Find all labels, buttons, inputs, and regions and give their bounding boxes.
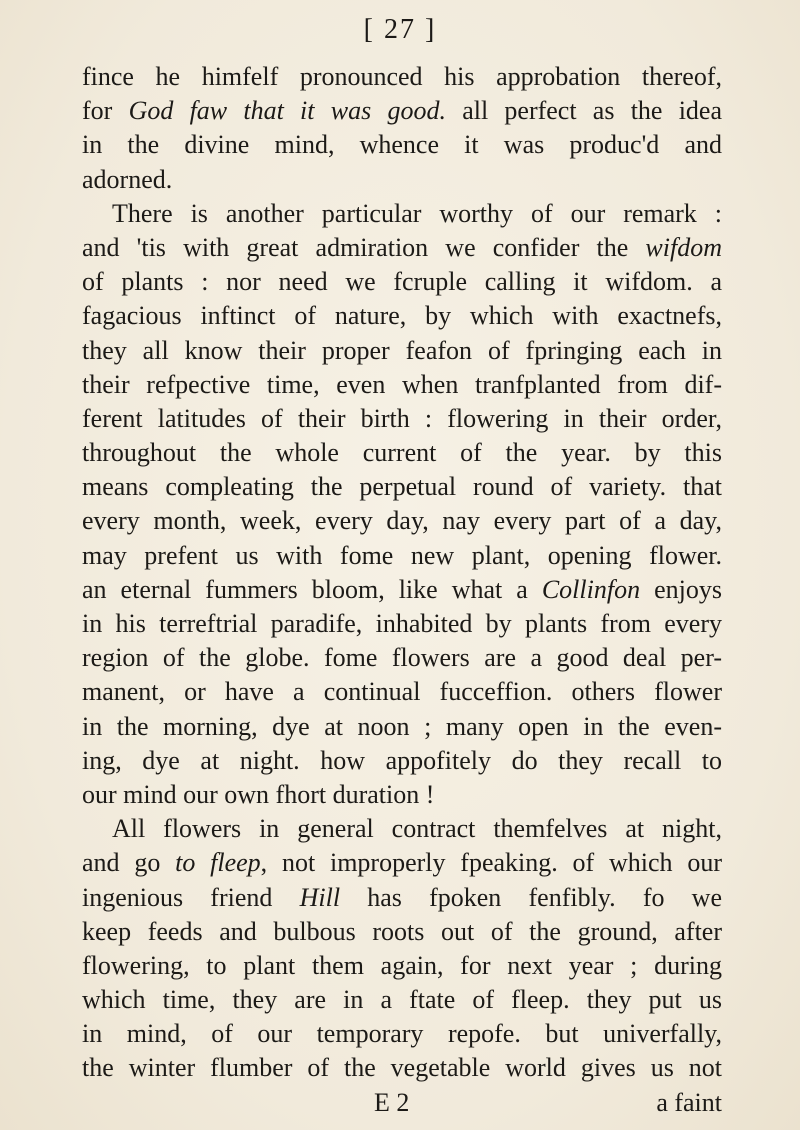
text-run: ferent latitudes of their birth : flowering in their order, — [82, 403, 722, 433]
text-run: every month, week, every day, nay every part of a day, — [82, 506, 722, 536]
text-run: keep feeds and bulbous roots out of the ground, after — [82, 916, 722, 946]
text-run: , not improperly fpeaking. of which our — [260, 848, 722, 878]
text-run: and 'tis with great admiration we confider the — [82, 232, 646, 262]
text-line — [82, 778, 722, 812]
text-line — [82, 641, 722, 675]
text-run: in the morning, dye at noon ; many open in the even- — [82, 711, 722, 741]
text-run: they all know their proper feafon of fpringing each in — [82, 335, 722, 365]
text-line — [82, 470, 722, 504]
text-line — [82, 94, 722, 128]
text-run: has fpoken fenfibly. fo we — [340, 882, 722, 912]
page-number: [ 27 ] — [363, 14, 437, 45]
italic-text: Hill — [299, 882, 341, 912]
text-run: enjoys — [640, 574, 722, 604]
text-run: All flowers in general contract themfelves at night, — [112, 814, 722, 844]
text-line — [82, 197, 722, 231]
text-run: for — [82, 96, 129, 126]
italic-text: wifdom — [645, 232, 722, 262]
text-line — [82, 949, 722, 983]
text-line — [82, 539, 722, 573]
text-run: in mind, of our temporary repofe. but univerfally, — [82, 1019, 722, 1049]
text-run: region of the globe. fome flowers are a good deal per- — [82, 643, 722, 673]
text-run: ingenious friend — [82, 882, 300, 912]
text-run: an eternal fummers bloom, like what a — [82, 574, 542, 604]
text-line — [82, 402, 722, 436]
text-run: fince he himfelf pronounced his approbation thereof, — [82, 62, 722, 91]
text-line — [82, 573, 722, 607]
text-line — [82, 1051, 722, 1085]
text-run: in his terreftrial paradife, inhabited by plants from every — [82, 609, 722, 638]
text-run: flowering, to plant them again, for next year ; during — [82, 950, 722, 980]
text-line — [82, 265, 722, 299]
text-run: means compleating the perpetual round of variety. that — [82, 472, 722, 502]
italic-text: Collinfon — [541, 574, 641, 604]
footer — [82, 1086, 722, 1120]
text-run: adorned. — [82, 164, 173, 194]
text-run: throughout the whole current of the year. by this — [82, 438, 722, 468]
text-run: all perfect as the idea — [445, 96, 723, 126]
italic-text: to fleep — [175, 848, 261, 878]
text-line — [82, 675, 722, 709]
text-run: manent, or have a continual fucceffion. others flower — [82, 677, 722, 707]
text-line — [82, 881, 722, 915]
text-line — [82, 436, 722, 470]
text-run: ing, dye at night. how appofitely do they recall to — [82, 745, 722, 775]
catchword: a faint — [656, 1087, 722, 1117]
text-run: our mind our own fhort duration ! — [82, 779, 435, 809]
text-line — [82, 163, 722, 197]
text-line — [82, 128, 722, 162]
text-run: There is another particular worthy of our remark : — [112, 198, 722, 228]
text-run: their refpective time, even when tranfplanted from dif- — [82, 369, 722, 399]
text-line — [82, 812, 722, 846]
text-line — [82, 334, 722, 368]
signature-mark: E 2 — [374, 1087, 410, 1117]
text-line — [82, 915, 722, 949]
text-run: in the divine mind, whence it was produc'd and — [82, 130, 722, 160]
italic-text: God faw that it was good. — [128, 96, 446, 126]
text-line — [82, 504, 722, 538]
text-line — [82, 710, 722, 744]
text-line — [82, 299, 722, 333]
text-run: and go — [82, 848, 176, 878]
text-lines — [82, 60, 722, 1086]
text-run: which time, they are in a ftate of fleep. they put us — [82, 985, 722, 1015]
text-run: the winter flumber of the vegetable world gives us not — [82, 1053, 722, 1083]
text-line — [82, 744, 722, 778]
text-line — [82, 231, 722, 265]
text-run: may prefent us with fome new plant, opening flower. — [82, 540, 722, 570]
text-line — [82, 607, 722, 641]
text-line — [82, 1017, 722, 1051]
text-line — [82, 983, 722, 1017]
body-text — [82, 60, 722, 1120]
text-run: of plants : nor need we fcruple calling it wifdom. a — [82, 267, 722, 297]
text-run: fagacious inftinct of nature, by which with exactnefs, — [82, 301, 722, 331]
text-line — [82, 846, 722, 880]
text-line — [82, 60, 722, 94]
text-line — [82, 368, 722, 402]
